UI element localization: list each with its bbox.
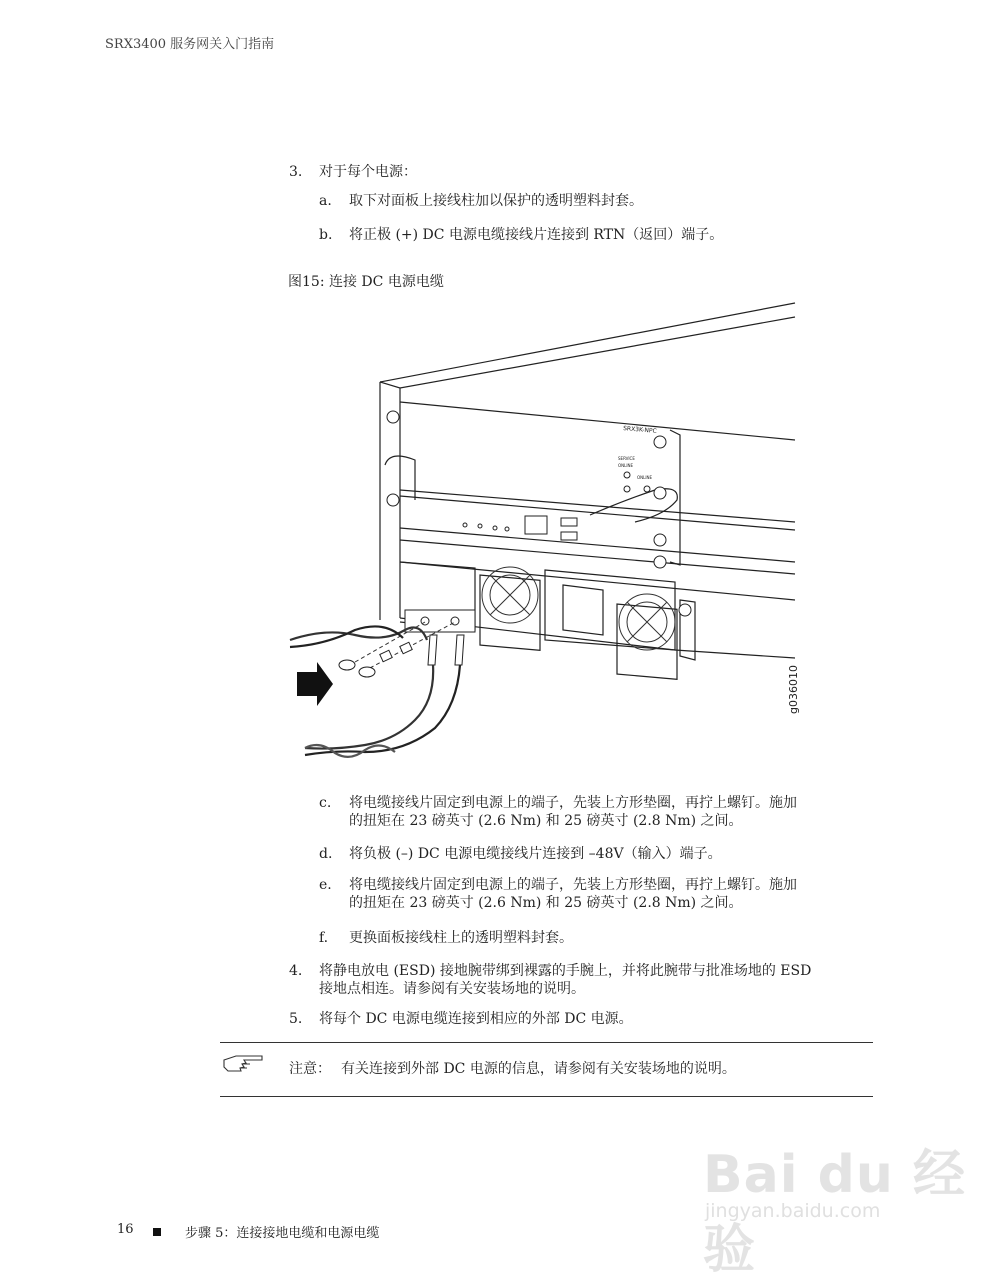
substep-a [319, 191, 643, 211]
install-direction-arrow [297, 662, 333, 706]
substep-f [319, 928, 573, 948]
baidu-watermark-url: jingyan.baidu.com [705, 1200, 881, 1222]
chassis-top-edge [380, 303, 795, 382]
note-bottom-rule [220, 1096, 873, 1097]
substep-e-line2: 的扭矩在 23 磅英寸 (2.6 Nm) 和 25 磅英寸 (2.8 Nm) 之间。 [349, 895, 743, 911]
substep-b [319, 225, 723, 245]
step-number: 4. [289, 963, 303, 979]
note [289, 1059, 736, 1079]
step-text: 对于每个电源： [319, 164, 417, 180]
substep-text: 取下对面板上接线柱加以保护的透明塑料封套。 [349, 193, 643, 209]
substep-text: 更换面板接线柱上的透明塑料封套。 [349, 930, 573, 946]
led-label-online: ONLINE [618, 463, 634, 468]
running-header: SRX3400 服务网关入门指南 [105, 37, 275, 52]
panel-label: SRX3K-NPC [622, 425, 657, 435]
step-4 [289, 961, 811, 981]
note-top-rule [220, 1042, 873, 1043]
note-label: 注意： [289, 1061, 331, 1077]
substep-letter: a. [319, 193, 332, 209]
figure-caption: 图15: 连接 DC 电源电缆 [288, 274, 444, 290]
dc-cable-illustration [285, 300, 805, 770]
step-text: 将每个 DC 电源电缆连接到相应的外部 DC 电源。 [319, 1011, 633, 1027]
page-number: 16 [117, 1222, 134, 1237]
pointing-hand-icon [222, 1052, 264, 1074]
online-button-label: ONLINE [637, 475, 653, 480]
footer-bullet [153, 1228, 161, 1236]
substep-text: 将电缆接线片固定到电源上的端子，先装上方形垫圈，再拧上螺钉。施加 [349, 877, 797, 893]
substep-letter: b. [319, 227, 333, 243]
step-number: 3. [289, 164, 303, 180]
substep-text: 将正极 (+) DC 电源电缆接线片连接到 RTN（返回）端子。 [349, 227, 724, 243]
substep-letter: d. [319, 846, 333, 862]
substep-c-line2: 的扭矩在 23 磅英寸 (2.6 Nm) 和 25 磅英寸 (2.8 Nm) 之间。 [349, 813, 743, 829]
substep-c [319, 793, 797, 813]
step-5 [289, 1009, 633, 1029]
substep-d [319, 844, 722, 864]
step-4-line2: 接地点相连。请参阅有关安装场地的说明。 [319, 981, 585, 997]
substep-text: 将电缆接线片固定到电源上的端子，先装上方形垫圈，再拧上螺钉。施加 [349, 795, 797, 811]
substep-letter: c. [319, 795, 332, 811]
footer-section: 步骤 5：连接接地电缆和电源电缆 [185, 1226, 380, 1241]
step-3 [289, 162, 417, 182]
substep-letter: f. [319, 930, 329, 946]
figure-id-label: g036010 [787, 665, 800, 714]
led-label-service: SERVICE [618, 456, 635, 461]
note-text: 有关连接到外部 DC 电源的信息，请参阅有关安装场地的说明。 [341, 1061, 736, 1077]
substep-letter: e. [319, 877, 332, 893]
baidu-watermark-logo: Bai du 经验 [703, 1145, 966, 1280]
substep-text: 将负极 (–) DC 电源电缆接线片连接到 –48V（输入）端子。 [349, 846, 722, 862]
step-number: 5. [289, 1011, 303, 1027]
step-text: 将静电放电 (ESD) 接地腕带绑到裸露的手腕上，并将此腕带与批准场地的 ESD [319, 963, 812, 979]
substep-e [319, 875, 797, 895]
